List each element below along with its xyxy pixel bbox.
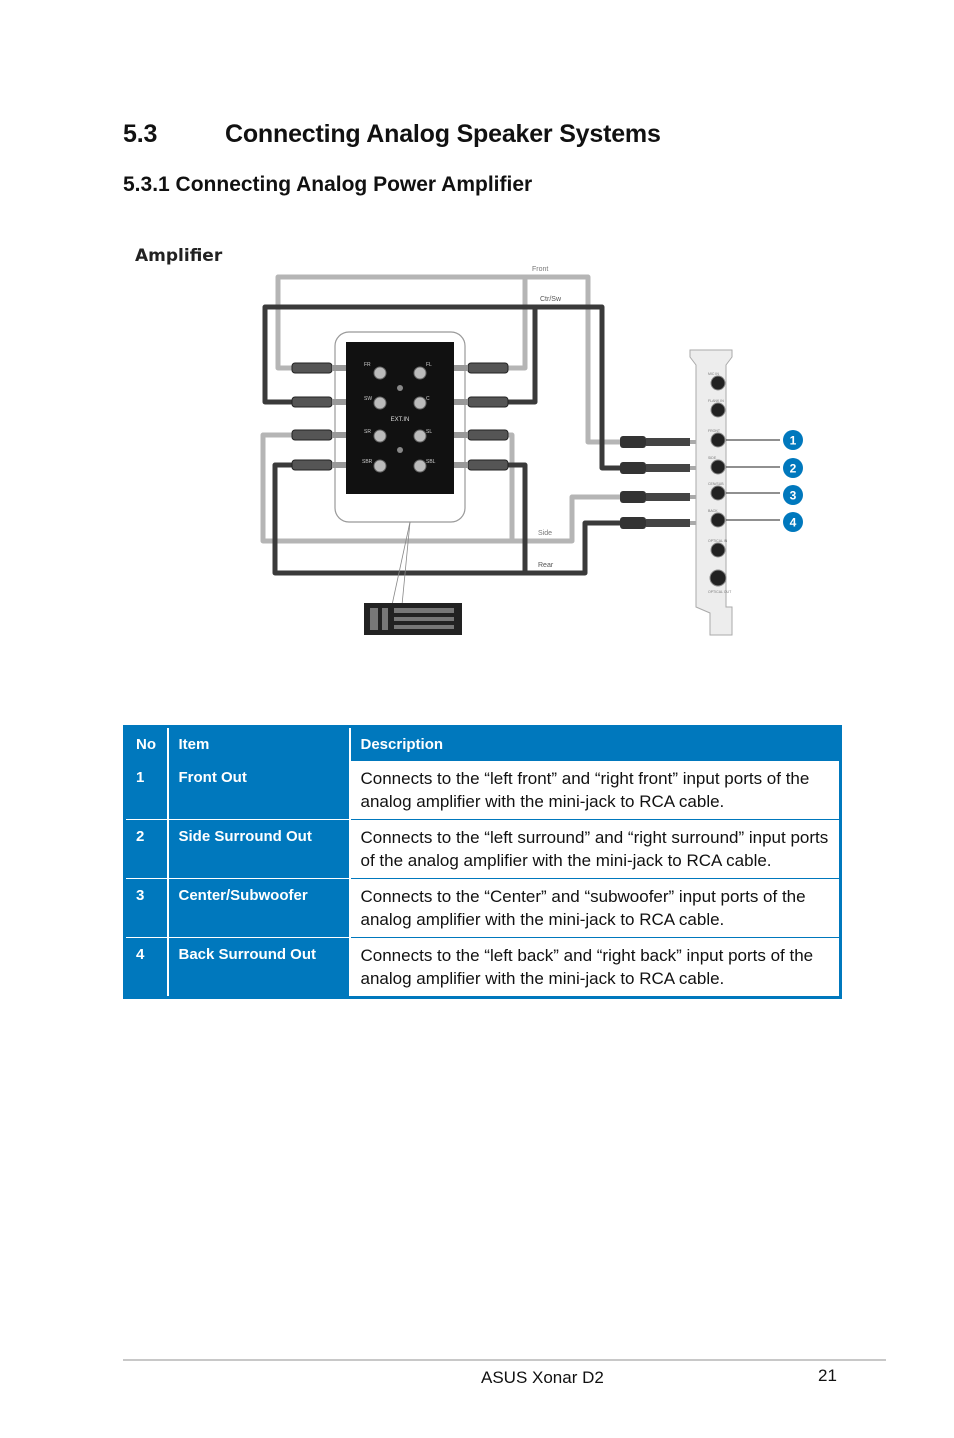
footer-divider [123,1359,886,1361]
callout-2-label: 2 [789,461,797,476]
callout-1-label: 1 [789,433,797,448]
header-item: Item [168,727,350,762]
row-description: Connects to the “left back” and “right back” input ports of the analog amplifier with the mini-jack to RCA cable. [350,938,841,998]
card-label-mic-in: MIC IN [708,372,719,376]
amplifier-connection-diagram [120,235,840,655]
card-label-cen-sub: CEN/SUB [708,482,724,486]
row-item: Center/Subwoofer [168,879,350,938]
card-label-side: SIDE [708,456,717,460]
table-row [125,820,841,879]
header-no: No [125,727,168,762]
table-row [125,761,841,820]
port-label-sl: SL [426,429,433,435]
port-label-sw: SW [364,396,373,402]
section-title: Connecting Analog Speaker Systems [225,120,661,148]
card-label-back: BACK [708,509,718,513]
page-number: 21 [818,1366,837,1385]
row-no: 2 [125,820,168,879]
amplifier-label: Amplifier [135,246,223,266]
card-label-flank-in: FLANK IN [708,399,724,403]
port-label-sbr: SBR [362,459,373,465]
port-label-sbl: SBL [426,459,436,465]
cable-label-rear: Rear [538,562,554,569]
card-label-front: FRONT [708,429,721,433]
callout-3-label: 3 [789,488,797,503]
cable-label-front: Front [532,266,549,273]
panel-heading: EXT.IN [390,417,410,423]
header-description: Description [350,727,841,762]
row-item: Side Surround Out [168,820,350,879]
row-description: Connects to the “left front” and “right front” input ports of the analog amplifier with the mini-jack to RCA cable. [350,761,841,820]
footer-title: ASUS Xonar D2 [481,1368,604,1387]
row-no: 4 [125,938,168,998]
port-label-sr: SR [364,429,371,435]
row-no: 1 [125,761,168,820]
section-heading [123,120,661,149]
row-description: Connects to the “Center” and “subwoofer” input ports of the analog amplifier with the mini-jack to RCA cable. [350,879,841,938]
table-row [125,938,841,998]
port-label-fr: FR [364,362,371,368]
port-label-fl: FL [426,362,432,368]
port-label-c: C [426,396,430,402]
cable-label-side: Side [538,530,553,537]
cable-label-ctr-sw: Ctr/Sw [540,296,561,303]
subsection-title: 5.3.1 Connecting Analog Power Amplifier [123,173,533,196]
row-item: Front Out [168,761,350,820]
card-label-optical-in: OPTICAL IN [708,539,728,543]
callout-3 [783,485,803,505]
callout-1 [783,430,803,450]
section-number: 5.3 [123,120,158,148]
table-row [125,879,841,938]
row-item: Back Surround Out [168,938,350,998]
card-label-optical-out: OPTICAL OUT [708,590,732,594]
callout-4-label: 4 [789,515,797,530]
ports-table [123,725,842,999]
row-description: Connects to the “left surround” and “right surround” input ports of the analog amplifier with the mini-jack to RCA cable. [350,820,841,879]
row-no: 3 [125,879,168,938]
table-header-row [125,727,841,762]
callout-2 [783,458,803,478]
callout-4 [783,512,803,532]
